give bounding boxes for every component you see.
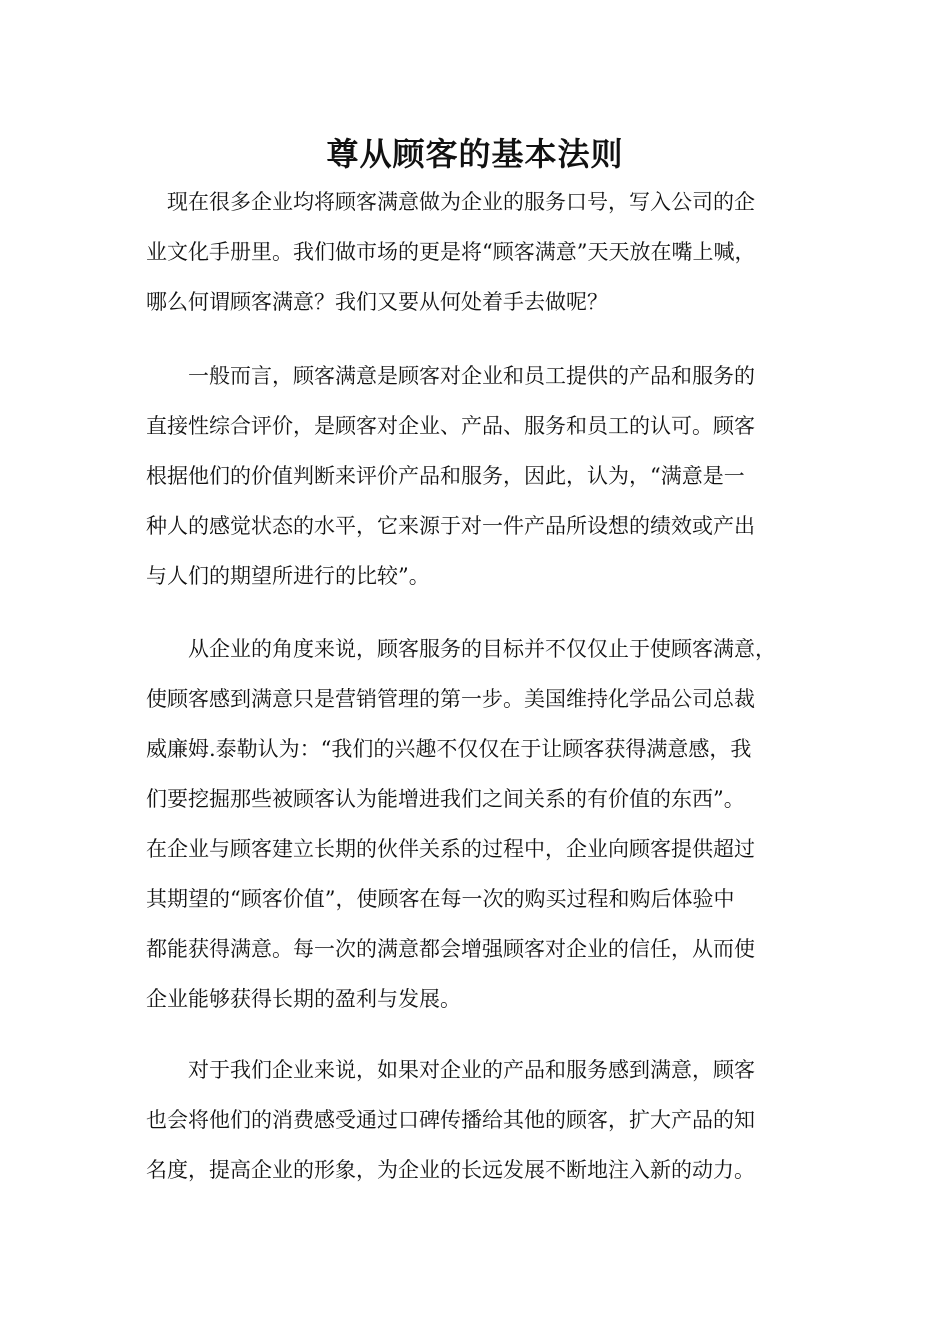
paragraph-line: 根据他们的价值判断来评价产品和服务，因此，认为，“满意是一 xyxy=(146,464,745,488)
paragraph-1 xyxy=(146,177,816,327)
paragraph-line: 对于我们企业来说，如果对企业的产品和服务感到满意，顾客 xyxy=(146,1058,755,1082)
paragraph-line: 也会将他们的消费感受通过口碑传播给其他的顾客，扩大产品的知 xyxy=(146,1108,755,1132)
paragraph-line: 哪么何谓顾客满意？我们又要从何处着手去做呢？ xyxy=(146,290,608,314)
paragraph-line: 其期望的“顾客价值”，使顾客在每一次的购买过程和购后体验中 xyxy=(146,887,735,911)
paragraph-line: 名度，提高企业的形象，为企业的长远发展不断地注入新的动力。 xyxy=(146,1158,755,1182)
paragraph-line: 现在很多企业均将顾客满意做为企业的服务口号，写入公司的企 xyxy=(146,190,755,214)
paragraph-line: 与人们的期望所进行的比较”。 xyxy=(146,564,430,588)
paragraph-line: 在企业与顾客建立长期的伙伴关系的过程中，企业向顾客提供超过 xyxy=(146,837,755,861)
document-title: 尊从顾客的基本法则 xyxy=(326,135,624,173)
paragraph-line: 们要挖掘那些被顾客认为能增进我们之间关系的有价值的东西”。 xyxy=(146,787,745,811)
paragraph-line: 从企业的角度来说，顾客服务的目标并不仅仅止于使顾客满意， xyxy=(146,637,776,661)
paragraph-line: 威廉姆.泰勒认为：“我们的兴趣不仅仅在于让顾客获得满意感，我 xyxy=(146,737,752,761)
paragraph-2 xyxy=(146,351,816,601)
paragraph-line: 一般而言，顾客满意是顾客对企业和员工提供的产品和服务的 xyxy=(146,364,755,388)
paragraph-3 xyxy=(146,624,816,1024)
paragraph-line: 企业能够获得长期的盈利与发展。 xyxy=(146,987,461,1011)
paragraph-line: 使顾客感到满意只是营销管理的第一步。美国维持化学品公司总裁 xyxy=(146,687,755,711)
paragraph-line: 种人的感觉状态的水平，它来源于对一件产品所设想的绩效或产出 xyxy=(146,514,755,538)
paragraph-line: 都能获得满意。每一次的满意都会增强顾客对企业的信任，从而使 xyxy=(146,937,755,961)
paragraph-line: 业文化手册里。我们做市场的更是将“顾客满意”天天放在嘴上喊， xyxy=(146,240,756,264)
paragraph-line: 直接性综合评价，是顾客对企业、产品、服务和员工的认可。顾客 xyxy=(146,414,755,438)
paragraph-4 xyxy=(146,1045,816,1195)
